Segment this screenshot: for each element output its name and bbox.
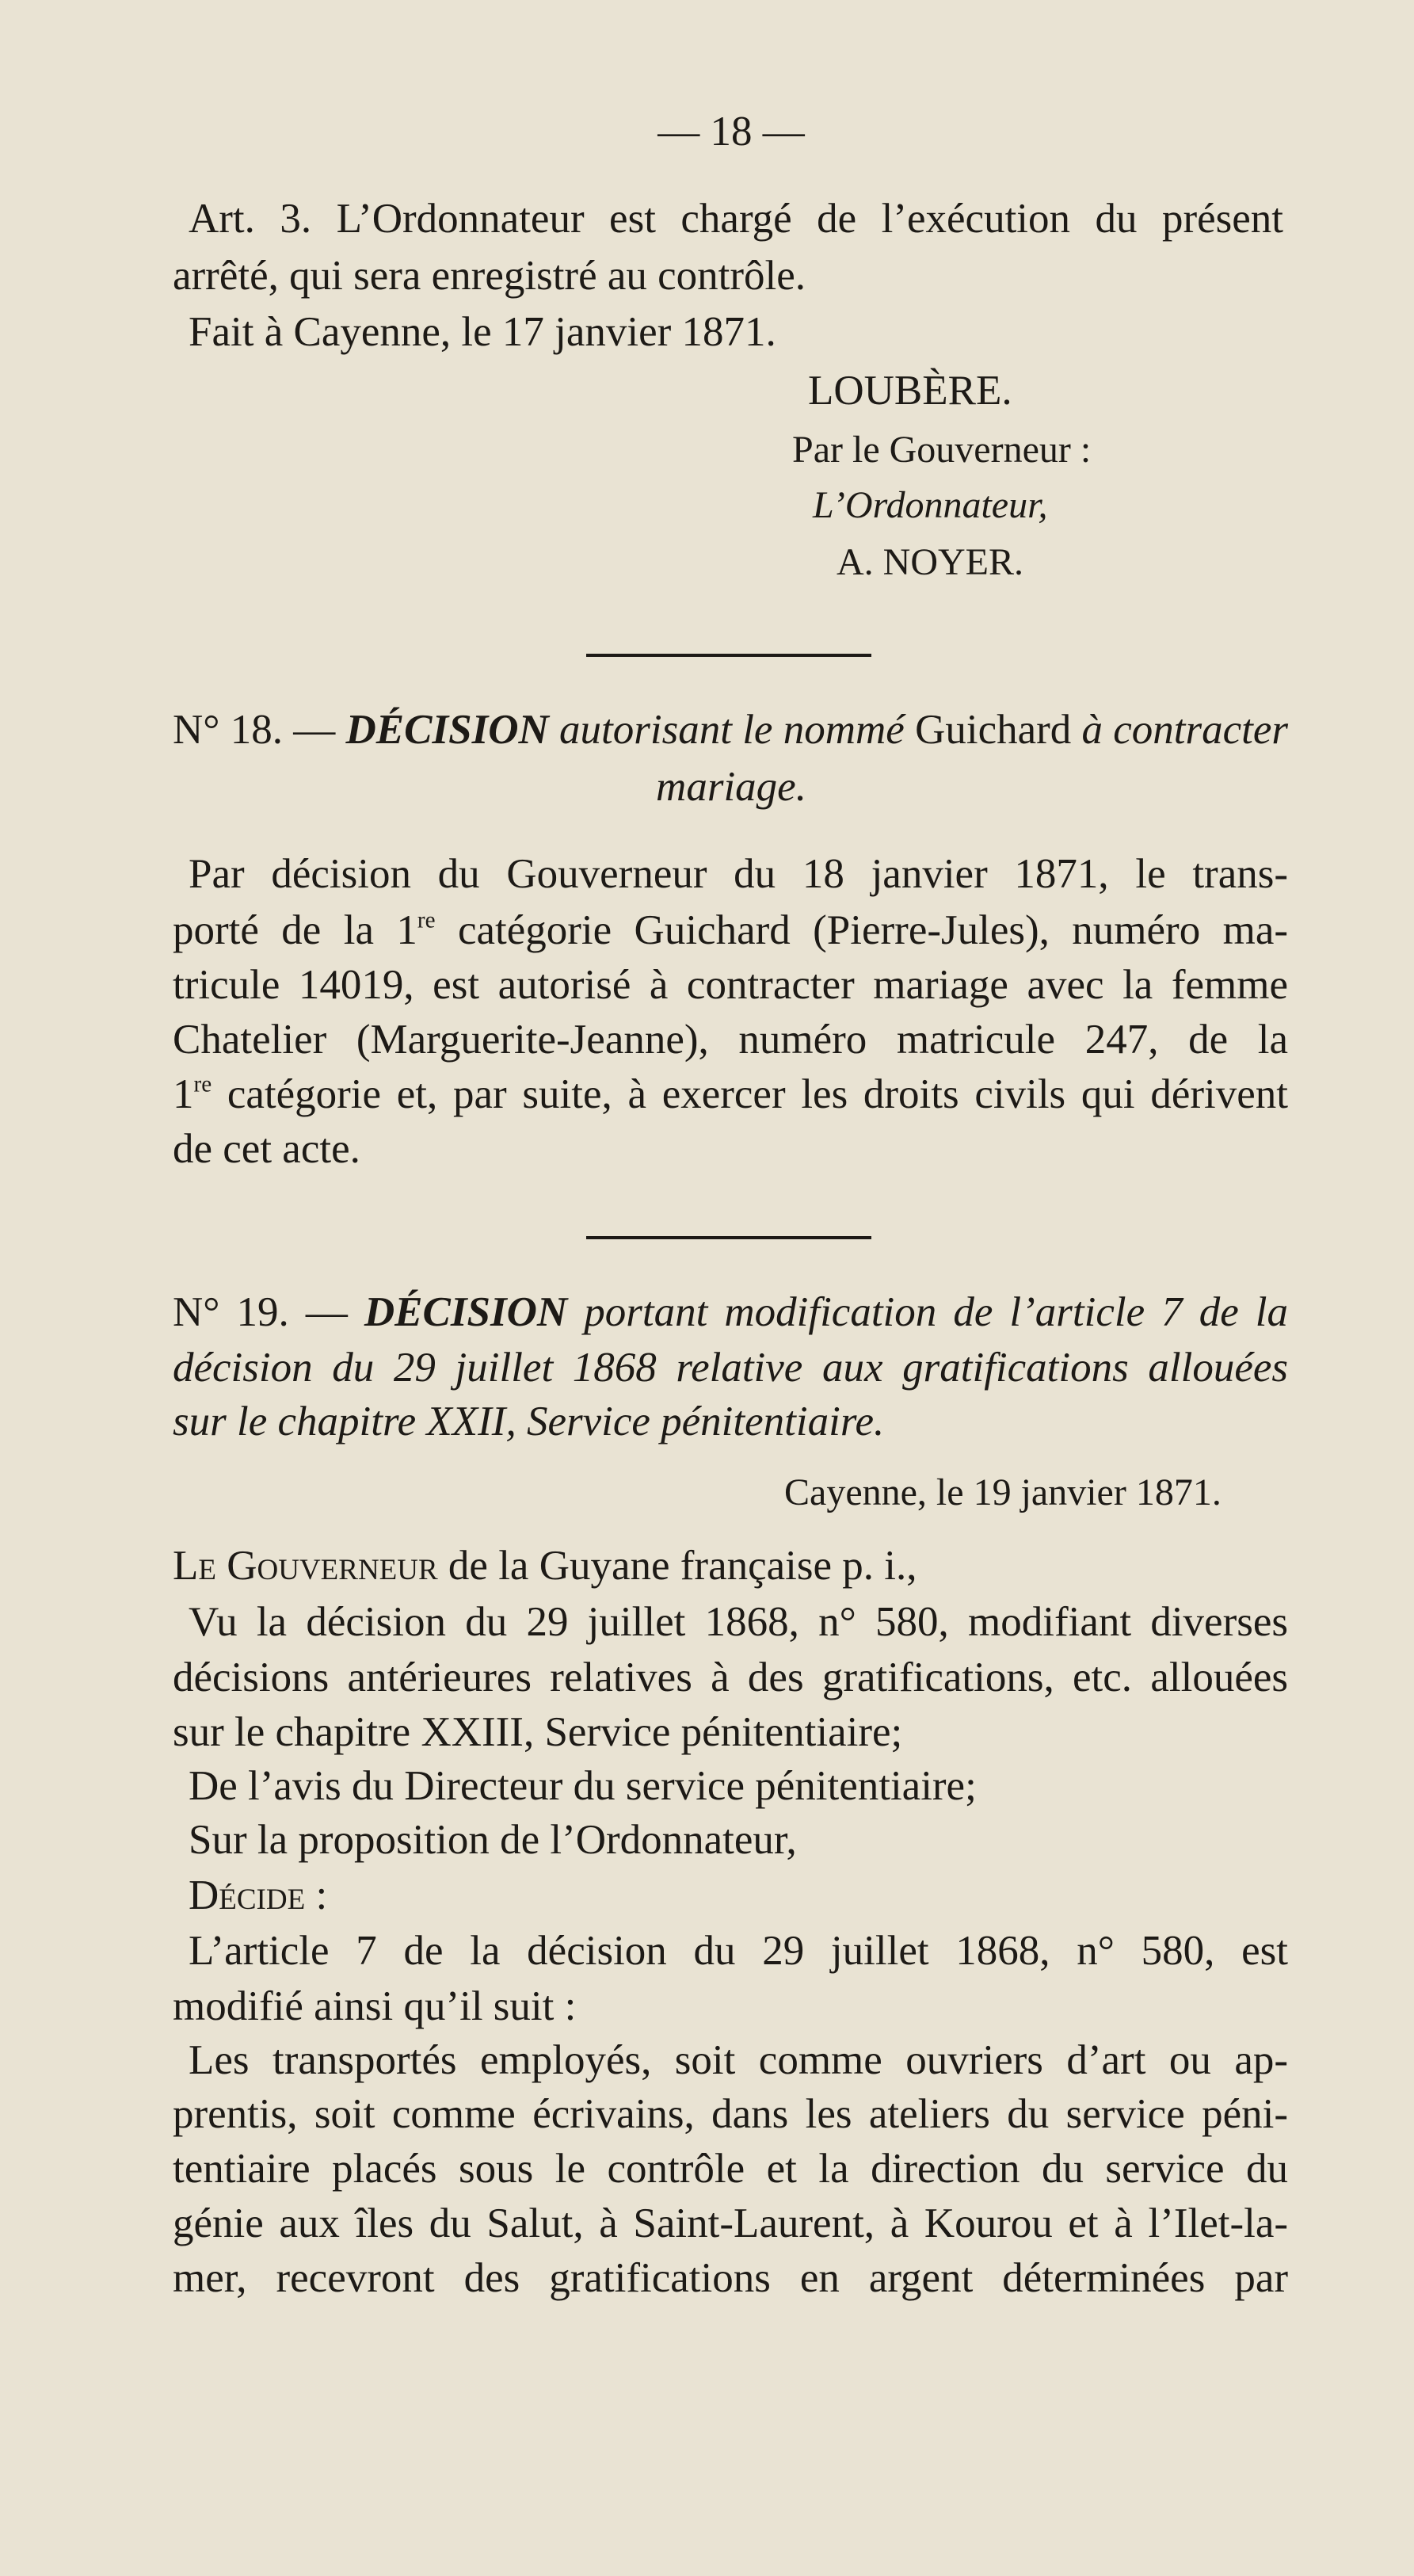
decision19-body-line-3: sur le chapitre XXIII, Service pénitentiaire;	[173, 1709, 903, 1755]
decision19-title-line-3: sur le chapitre XXII, Service pénitentiaire.	[173, 1399, 885, 1444]
decision18-title-a: autorisant le nommé	[559, 707, 905, 753]
decision19-body-line-5: Sur la proposition de l’Ordonnateur,	[189, 1817, 797, 1863]
decision18-number: N° 18. —	[173, 707, 336, 753]
decision18-body-line-4: Chatelier (Marguerite-Jeanne), numéro matricule 247, de la	[173, 1017, 1288, 1063]
decision19-title-line-2: décision du 29 juillet 1868 relative aux gratifications allouées	[173, 1345, 1288, 1391]
decision19-body-line-13: mer, recevront des gratifications en argent déterminées par	[173, 2255, 1288, 2301]
decision19-body-line-8: modifié ainsi qu’il suit :	[173, 1983, 577, 2029]
section-divider	[586, 654, 871, 657]
decision18-body-line-2: porté de la 1re catégorie Guichard (Pierre-Jules), numéro ma-	[173, 907, 1288, 953]
signature-governor: LOUBÈRE.	[808, 368, 1012, 414]
decision19-dateline: Cayenne, le 19 janvier 1871.	[784, 1471, 1222, 1513]
decision18-body-line-5: 1re catégorie et, par suite, à exercer les droits civils qui dérivent	[173, 1071, 1288, 1117]
decision18-title-line-1	[173, 709, 1288, 751]
decision19-decide: Décide :	[189, 1872, 328, 1918]
decision19-body-line-9: Les transportés employés, soit comme ouvriers d’art ou ap-	[189, 2037, 1288, 2083]
decision19-body-line-11: tentiaire placés sous le contrôle et la direction du service du	[173, 2146, 1288, 2192]
decision18-keyword: DÉCISION	[345, 707, 549, 753]
art3-line-1: Art. 3. L’Ordonnateur est chargé de l’exécution du présent	[189, 196, 1283, 242]
decision19-le-gouverneur: Le Gouverneur	[173, 1543, 438, 1589]
decision19-title-line-1-text: portant modification de l’article 7 de la	[584, 1289, 1289, 1335]
decision19-body-line-2: décisions antérieures relatives à des gratifications, etc. allouées	[173, 1654, 1288, 1700]
decision18-title-name: Guichard	[915, 707, 1072, 753]
superscript-re: re	[417, 907, 436, 933]
decision19-body-line-12: génie aux îles du Salut, à Saint-Laurent, à Kourou et à l’Ilet-la-	[173, 2200, 1288, 2246]
decision19-number: N° 19. —	[173, 1289, 348, 1335]
decision18-body-line-3: tricule 14019, est autorisé à contracter mariage avec la femme	[173, 962, 1288, 1008]
decision18-title-b: à contracter	[1081, 707, 1289, 753]
superscript-re: re	[193, 1071, 212, 1097]
decision19-body-line-4: De l’avis du Directeur du service pénitentiaire;	[189, 1763, 977, 1809]
decision19-body-line-10: prentis, soit comme écrivains, dans les ateliers du service péni-	[173, 2091, 1288, 2137]
decision19-title-line-1	[173, 1289, 1289, 1335]
decision19-body-line-7: L’article 7 de la décision du 29 juillet 1868, n° 580, est	[189, 1928, 1288, 1974]
decision19-opening-rest: de la Guyane française p. i.,	[448, 1543, 917, 1589]
page-number: — 18 —	[657, 109, 805, 155]
signature-name: A. NOYER.	[837, 541, 1023, 583]
signature-role: L’Ordonnateur,	[813, 484, 1048, 526]
section-divider	[586, 1236, 871, 1239]
decision19-keyword: DÉCISION	[364, 1289, 568, 1335]
decision19-body-line-1: Vu la décision du 29 juillet 1868, n° 580, modifiant diverses	[189, 1599, 1288, 1645]
decision18-title-line-2: mariage.	[656, 764, 806, 810]
decision19-opening	[173, 1545, 1290, 1587]
art3-line-2: arrêté, qui sera enregistré au contrôle.	[173, 253, 806, 299]
signature-par: Par le Gouverneur :	[792, 429, 1092, 471]
decision18-body-line-1: Par décision du Gouverneur du 18 janvier 1871, le trans-	[189, 851, 1288, 897]
art3-line-3: Fait à Cayenne, le 17 janvier 1871.	[189, 309, 776, 355]
decision18-body-line-6: de cet acte.	[173, 1126, 360, 1172]
